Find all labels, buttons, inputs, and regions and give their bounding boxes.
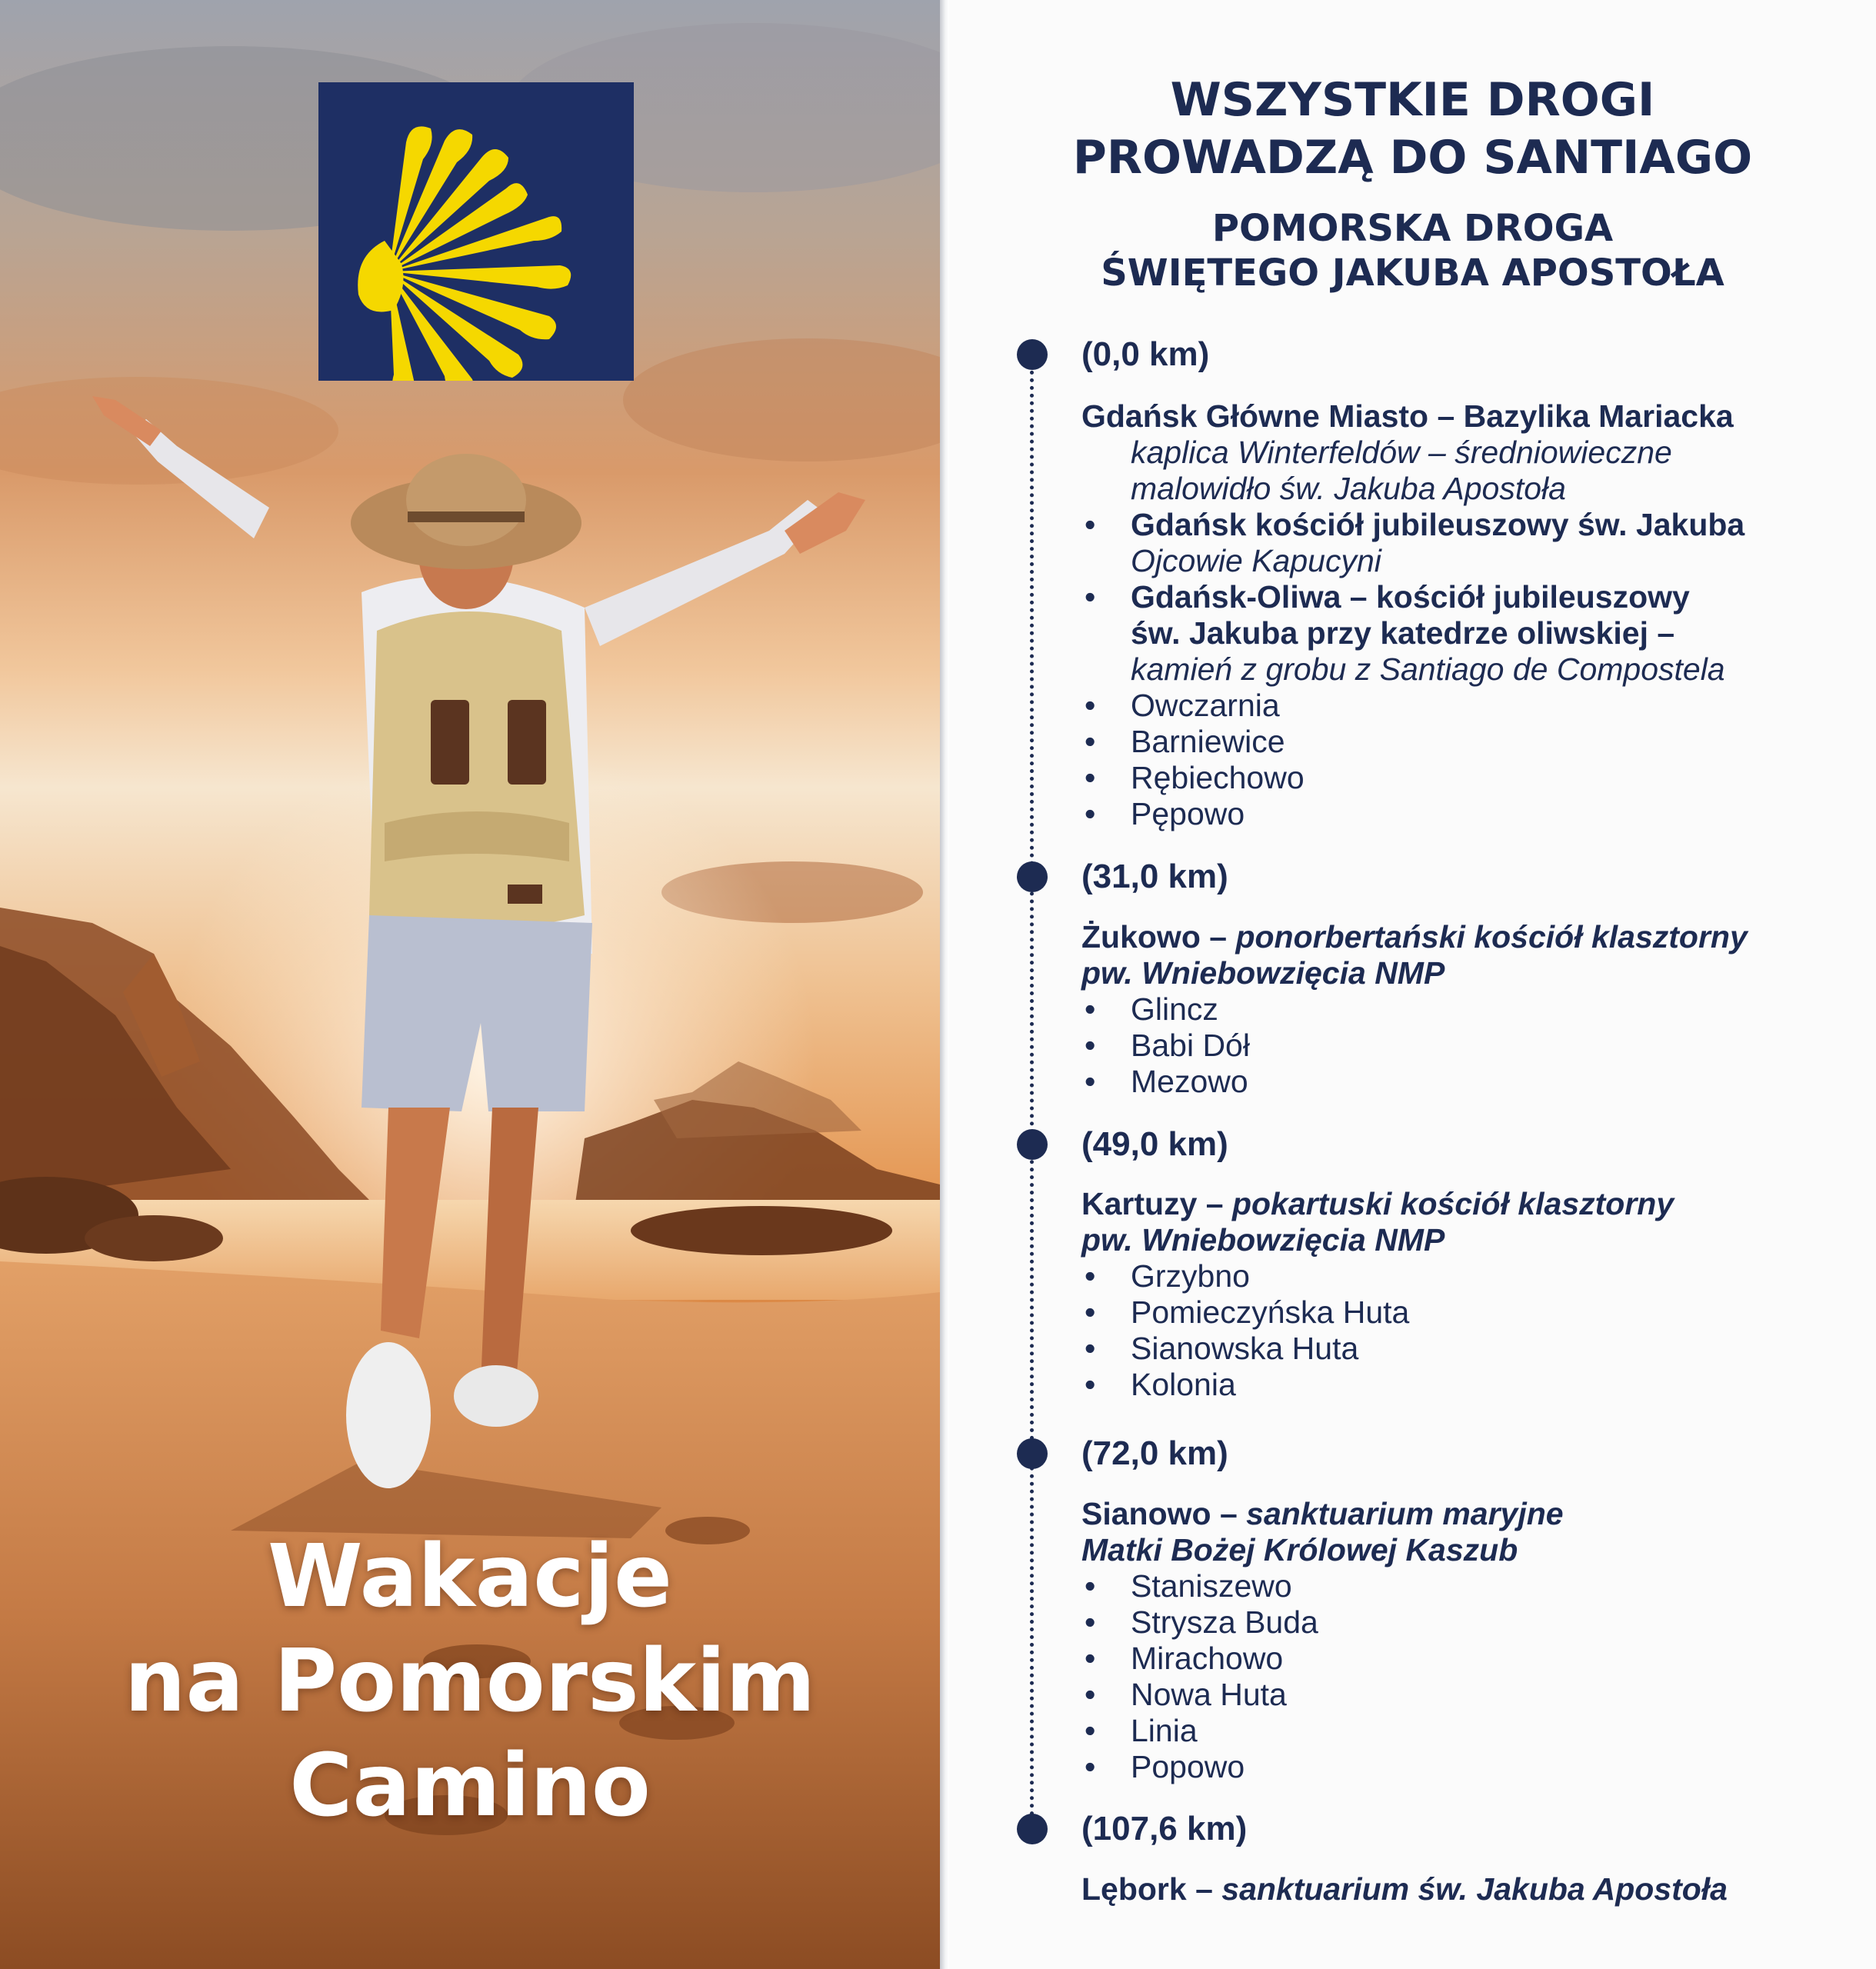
stage-heading [1081, 955, 1444, 991]
bullet: • [1085, 1604, 1096, 1640]
list-item: Mezowo [1131, 1064, 1248, 1099]
stage-heading [1081, 1186, 1674, 1222]
stage-heading-site: sanktuarium maryjne [1246, 1496, 1564, 1531]
stage-heading [1081, 919, 1748, 955]
bullet: • [1085, 1677, 1096, 1712]
list-item: Nowa Huta [1131, 1677, 1287, 1712]
bullet: • [1085, 579, 1096, 615]
list-item: Babi Dół [1131, 1028, 1250, 1063]
bullet: • [1085, 507, 1096, 542]
stage-entry: Gdańsk-Oliwa – kościół jubileuszowy [1131, 579, 1690, 615]
list-item: Staniszewo [1131, 1568, 1292, 1604]
stage-heading: Gdańsk Główne Miasto – Bazylika Mariacka [1081, 398, 1734, 434]
page-subtitle: ŚWIĘTEGO JAKUBA APOSTOŁA [1101, 252, 1724, 295]
stage-marker [1017, 861, 1048, 892]
list-item: Owczarnia [1131, 688, 1280, 723]
stage-heading-site: pokartuski kościół klasztorny [1231, 1186, 1674, 1221]
stage-distance: (107,6 km) [1081, 1810, 1248, 1847]
cover-title-line: na Pomorskim [124, 1631, 816, 1731]
stage-heading-site: pw. Wniebowzięcia NMP [1081, 955, 1445, 991]
stage-heading-site: ponorbertański kościół klasztorny [1235, 919, 1748, 955]
camino-logo [318, 82, 634, 381]
bullet: • [1085, 796, 1096, 831]
bullet: • [1085, 1028, 1096, 1063]
route-panel [949, 0, 1876, 1969]
list-item: Sianowska Huta [1131, 1331, 1359, 1366]
stage-entry: Gdańsk kościół jubileuszowy św. Jakuba [1131, 507, 1745, 542]
bullet: • [1085, 1749, 1096, 1784]
cover-title-line: Camino [289, 1736, 651, 1836]
stage-note: Ojcowie Kapucyni [1131, 543, 1381, 578]
stage-note: kaplica Winterfeldów – średniowieczne [1131, 435, 1672, 470]
page-title: PROWADZĄ DO SANTIAGO [1072, 131, 1753, 185]
stage-heading [1081, 1496, 1564, 1532]
list-item: Pomieczyńska Huta [1131, 1294, 1410, 1330]
route-timeline-line [1030, 355, 1034, 1832]
list-item: Strysza Buda [1131, 1604, 1318, 1640]
stage-heading-place: Żukowo – [1081, 919, 1236, 955]
bullet: • [1085, 688, 1096, 723]
list-item: Pępowo [1131, 796, 1245, 831]
stage-heading [1081, 1222, 1444, 1258]
stage-note: kamień z grobu z Santiago de Compostela [1131, 651, 1725, 687]
stage-entry: św. Jakuba przy katedrze oliwskiej – [1131, 615, 1675, 651]
stage-marker [1017, 339, 1048, 370]
stage-distance: (0,0 km) [1081, 335, 1210, 373]
bullet: • [1085, 1331, 1096, 1366]
bullet: • [1085, 1294, 1096, 1330]
list-item: Linia [1131, 1713, 1198, 1748]
bullet: • [1085, 1258, 1096, 1294]
list-item: Mirachowo [1131, 1641, 1284, 1676]
cover-title-line: Wakacje [268, 1527, 672, 1627]
list-item: Glincz [1131, 991, 1218, 1027]
bullet: • [1085, 1064, 1096, 1099]
list-item: Kolonia [1131, 1367, 1236, 1402]
stage-heading-site: pw. Wniebowzięcia NMP [1081, 1222, 1445, 1258]
stage-marker [1017, 1814, 1048, 1844]
bullet: • [1085, 760, 1096, 795]
stage-note: malowidło św. Jakuba Apostoła [1131, 471, 1566, 506]
stage-heading-place: Sianowo – [1081, 1496, 1247, 1531]
stage-distance: (49,0 km) [1081, 1125, 1228, 1163]
stage-distance: (72,0 km) [1081, 1434, 1228, 1472]
stage-heading [1081, 1871, 1728, 1907]
bullet: • [1085, 1367, 1096, 1402]
list-item: Barniewice [1131, 724, 1285, 759]
stage-marker [1017, 1129, 1048, 1160]
page-subtitle: POMORSKA DROGA [1211, 207, 1614, 250]
page-title: WSZYSTKIE DROGI [1170, 73, 1655, 127]
bullet: • [1085, 724, 1096, 759]
cover-title [0, 1524, 940, 1838]
bullet: • [1085, 1641, 1096, 1676]
stage-heading [1081, 1532, 1518, 1568]
bullet: • [1085, 1713, 1096, 1748]
stage-distance: (31,0 km) [1081, 858, 1228, 895]
stage-heading-site: Matki Bożej Królowej Kaszub [1081, 1532, 1518, 1568]
stage-heading-place: Lębork – [1081, 1871, 1222, 1907]
bullet: • [1085, 1568, 1096, 1604]
list-item: Rębiechowo [1131, 760, 1305, 795]
stage-heading-place: Kartuzy – [1081, 1186, 1232, 1221]
stage-heading-site: sanktuarium św. Jakuba Apostoła [1221, 1871, 1728, 1907]
page-fold [940, 0, 949, 1969]
bullet: • [1085, 991, 1096, 1027]
stage-marker [1017, 1438, 1048, 1469]
list-item: Popowo [1131, 1749, 1245, 1784]
list-item: Grzybno [1131, 1258, 1250, 1294]
scallop-shell-icon [318, 82, 634, 381]
